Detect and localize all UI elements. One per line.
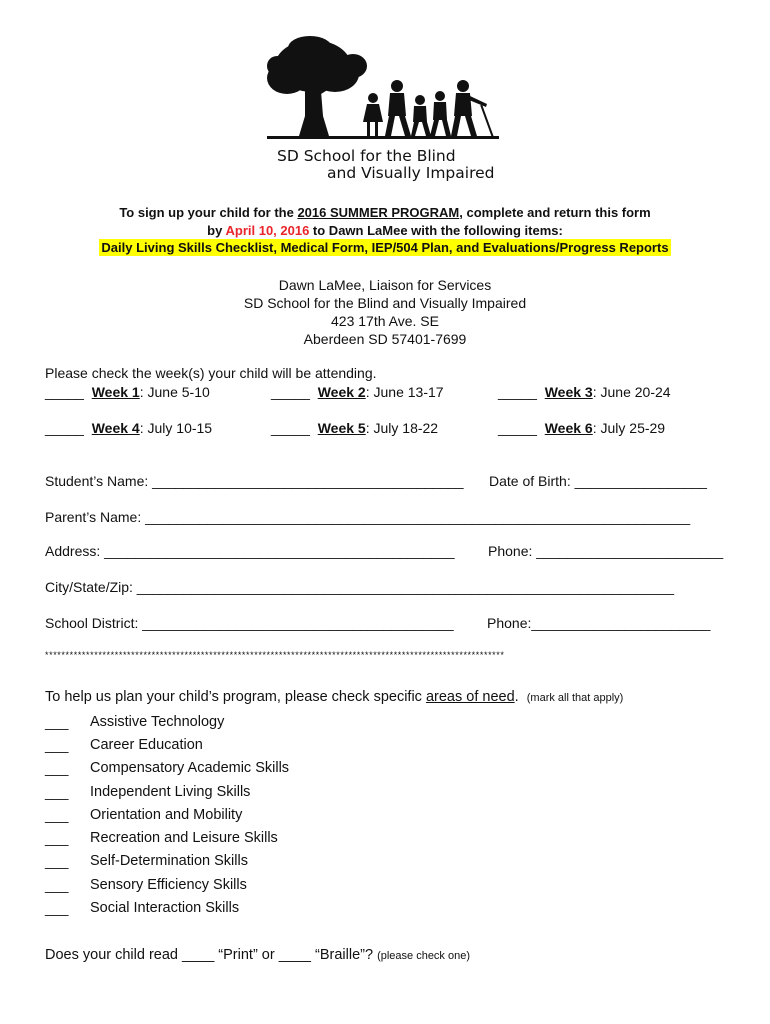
week-dates: : July 25-29: [592, 420, 666, 436]
need-item[interactable]: [45, 900, 240, 917]
instruction-text: , complete and return this form: [459, 205, 651, 220]
checkbox-blank[interactable]: ___: [45, 784, 69, 800]
instruction-text: To sign up your child for the: [119, 205, 298, 220]
instruction-text: to Dawn LaMee with the following items:: [309, 223, 563, 238]
checkbox-blank[interactable]: ___: [45, 830, 69, 846]
logo-line-2: and Visually Impaired: [327, 164, 495, 182]
contact-org: SD School for the Blind and Visually Impaired: [243, 295, 527, 311]
read-note: (please check one): [377, 950, 471, 962]
separator: ****************************************************************************************************************: [45, 650, 505, 660]
week-5-option[interactable]: [271, 420, 438, 436]
checkbox-blank[interactable]: _____: [498, 384, 537, 400]
need-label: Career Education: [90, 737, 203, 753]
checkbox-blank[interactable]: _____: [498, 420, 537, 436]
need-item[interactable]: [45, 714, 225, 731]
need-item[interactable]: [45, 877, 247, 894]
parent-name-field[interactable]: Parent’s Name: ______________________________________________________________________: [45, 509, 691, 525]
instruction-text: by: [207, 223, 226, 238]
instruction-line-2: [0, 223, 770, 238]
contact-street: 423 17th Ave. SE: [331, 313, 439, 329]
week-3-option[interactable]: [498, 384, 671, 400]
read-question[interactable]: [45, 947, 470, 963]
deadline-date: April 10, 2016: [225, 223, 310, 238]
need-label: Recreation and Leisure Skills: [90, 830, 278, 846]
need-item[interactable]: [45, 853, 248, 870]
checkbox-blank[interactable]: _____: [45, 420, 84, 436]
need-item[interactable]: [45, 784, 251, 801]
family-tree-icon: [265, 36, 510, 146]
weeks-prompt: Please check the week(s) your child will be attending.: [45, 365, 377, 381]
checkbox-blank[interactable]: ___: [45, 714, 69, 730]
need-label: Self-Determination Skills: [90, 853, 248, 869]
week-dates: : June 20-24: [592, 384, 671, 400]
week-label: Week 3: [544, 384, 593, 400]
need-label: Assistive Technology: [90, 714, 225, 730]
week-label: Week 4: [91, 420, 140, 436]
need-label: Compensatory Academic Skills: [90, 760, 290, 776]
checkbox-blank[interactable]: ___: [45, 737, 69, 753]
need-item[interactable]: [45, 830, 278, 847]
school-logo: [265, 36, 510, 186]
week-dates: : June 5-10: [139, 384, 210, 400]
district-phone-field[interactable]: Phone:_______________________: [487, 615, 711, 631]
required-items-text: Daily Living Skills Checklist, Medical Form, IEP/504 Plan, and Evaluations/Progress Reports: [101, 240, 669, 255]
required-items: [0, 240, 770, 255]
checkbox-blank[interactable]: _____: [271, 420, 310, 436]
need-label: Independent Living Skills: [90, 784, 251, 800]
contact-name: Dawn LaMee, Liaison for Services: [278, 277, 492, 293]
needs-prompt-text: To help us plan your child’s program, please check specific: [45, 689, 426, 705]
checkbox-blank[interactable]: _____: [271, 384, 310, 400]
checkbox-blank[interactable]: ___: [45, 900, 69, 916]
need-label: Orientation and Mobility: [90, 807, 243, 823]
contact-city: Aberdeen SD 57401-7699: [303, 331, 467, 347]
address-field[interactable]: Address: _____________________________________________: [45, 543, 455, 559]
logo-line-1: SD School for the Blind: [277, 147, 456, 165]
week-dates: : July 10-15: [139, 420, 213, 436]
needs-note: (mark all that apply): [526, 692, 624, 704]
instruction-line-1: [0, 205, 770, 220]
need-item[interactable]: [45, 807, 243, 824]
program-name: 2016 SUMMER PROGRAM: [297, 205, 460, 220]
city-state-zip-field[interactable]: City/State/Zip: _____________________________________________________________________: [45, 579, 675, 595]
checkbox-blank[interactable]: ___: [45, 760, 69, 776]
week-4-option[interactable]: [45, 420, 212, 436]
checkbox-blank[interactable]: ___: [45, 807, 69, 823]
week-label: Week 2: [317, 384, 366, 400]
week-label: Week 6: [544, 420, 593, 436]
week-label: Week 5: [317, 420, 366, 436]
checkbox-blank[interactable]: _____: [45, 384, 84, 400]
week-6-option[interactable]: [498, 420, 665, 436]
week-dates: : July 18-22: [365, 420, 439, 436]
week-2-option[interactable]: [271, 384, 444, 400]
week-1-option[interactable]: [45, 384, 210, 400]
need-label: Social Interaction Skills: [90, 900, 240, 916]
read-question-text[interactable]: Does your child read ____ “Print” or ____ “Braille”?: [45, 947, 374, 963]
school-district-field[interactable]: School District: ________________________________________: [45, 615, 454, 631]
week-dates: : June 13-17: [365, 384, 444, 400]
checkbox-blank[interactable]: ___: [45, 877, 69, 893]
phone-field[interactable]: Phone: ________________________: [488, 543, 724, 559]
need-label: Sensory Efficiency Skills: [90, 877, 247, 893]
areas-of-need-label: areas of need: [425, 689, 515, 705]
week-label: Week 1: [91, 384, 140, 400]
checkbox-blank[interactable]: ___: [45, 853, 69, 869]
need-item[interactable]: [45, 737, 203, 754]
need-item[interactable]: [45, 760, 290, 777]
needs-prompt-text: .: [514, 689, 519, 705]
student-name-field[interactable]: Student’s Name: ________________________________________: [45, 473, 464, 489]
date-of-birth-field[interactable]: Date of Birth: _________________: [489, 473, 707, 489]
needs-prompt: [45, 689, 623, 705]
